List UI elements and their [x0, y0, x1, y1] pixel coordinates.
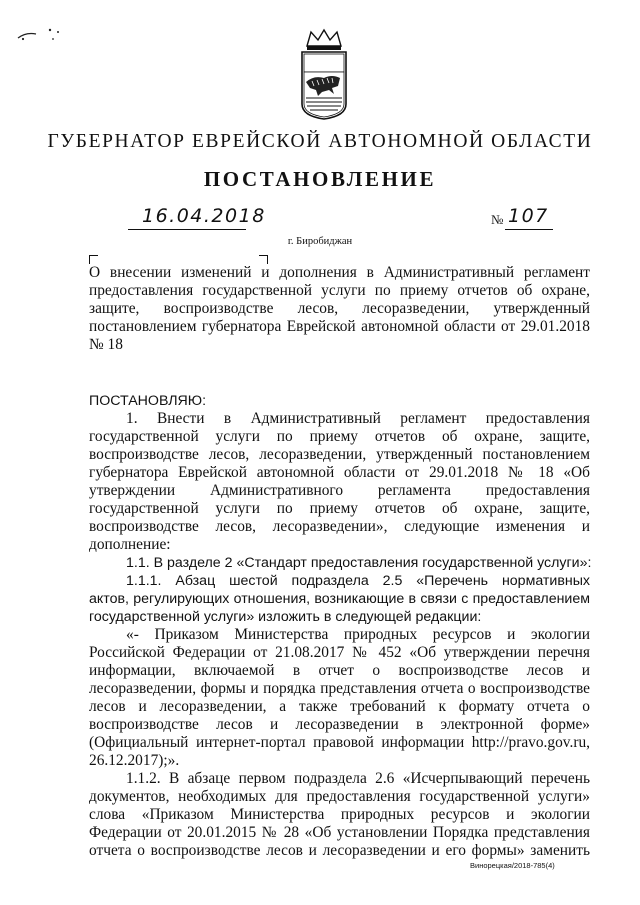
subject-line: защите, воспроизводстве лесов, лесоразведении, утвержденный — [89, 300, 590, 317]
body-line: 1. Внести в Административный регламент предоставления — [126, 410, 590, 427]
document-number: 107 — [508, 205, 549, 227]
body-line: государственной услуги по приему отчетов об охране, защите, — [89, 500, 590, 517]
body-line: актов, регулирующих отношения, возникающие в связи с предоставлением — [89, 591, 590, 607]
body-line: государственной услуги» изложить в следующей редакции: — [89, 609, 482, 625]
subject-corner-left — [89, 255, 98, 264]
body-line: 1.1.1. Абзац шестой подраздела 2.5 «Перечень нормативных — [126, 573, 590, 589]
subject-line: предоставления государственной услуги по приему отчетов об охране, — [89, 282, 590, 299]
number-label: № — [491, 212, 504, 227]
governor-title: ГУБЕРНАТОР ЕВРЕЙСКОЙ АВТОНОМНОЙ ОБЛАСТИ — [47, 131, 593, 152]
body-line: воспроизводстве лесов, лесоразведении», следующие изменения и — [89, 518, 590, 535]
document-date: 16.04.2018 — [142, 205, 266, 227]
subject-corner-right — [259, 255, 268, 264]
body-line: 26.12.2017);». — [89, 752, 180, 769]
body-line: утверждении Административного регламента предоставления — [89, 482, 590, 499]
coat-of-arms-emblem — [298, 28, 350, 120]
body-line: лесов и лесоразведении, а также требований к формату отчета о — [89, 698, 590, 715]
subject-line: № 18 — [89, 336, 123, 353]
body-line: лесоразведении, формы и порядка представления отчета о воспроизводстве — [89, 680, 590, 697]
body-line: «- Приказом Министерства природных ресурсов и экологии — [126, 626, 590, 643]
body-line: отчета о воспроизводстве лесов и лесоразведении и его формы» заменить — [89, 842, 590, 859]
body-line: 1.1. В разделе 2 «Стандарт предоставления государственной услуги»: — [126, 555, 592, 571]
decree-word: ПОСТАНОВЛЯЮ: — [89, 393, 207, 409]
body-line: Федерации от 20.01.2015 № 28 «Об установлении Порядка представления — [89, 824, 590, 841]
body-line: (Официальный интернет-портал правовой информации http://pravo.gov.ru, — [89, 734, 590, 751]
body-line: документов, необходимых для предоставления государственной услуги» — [89, 788, 590, 805]
body-line: слова «Приказом Министерства природных ресурсов и экологии — [89, 806, 590, 823]
city-line: г. Биробиджан — [287, 236, 353, 247]
date-underline — [128, 229, 246, 230]
body-line: воспроизводстве лесов и лесоразведении в электронной форме» — [89, 716, 590, 733]
body-line: 1.1.2. В абзаце первом подраздела 2.6 «Исчерпывающий перечень — [126, 770, 590, 787]
document-type-title: ПОСТАНОВЛЕНИЕ — [203, 167, 437, 191]
body-line: Российской Федерации от 21.08.2017 № 452 «Об утверждении перечня — [89, 644, 590, 661]
subject-line: постановлением губернатора Еврейской автономной области от 29.01.2018 — [89, 318, 590, 335]
footer-code: Винорецкая/2018-785(4) — [470, 861, 555, 870]
number-underline — [505, 229, 553, 230]
body-line: информации, включаемой в отчет о воспроизводстве лесов и — [89, 662, 590, 679]
subject-line: О внесении изменений и дополнения в Административный регламент — [89, 264, 590, 281]
body-line: государственной услуги по приему отчетов об охране, защите, — [89, 428, 590, 445]
scan-mark — [14, 26, 64, 42]
body-line: воспроизводстве лесов, лесоразведении, утвержденный постановлением — [89, 446, 590, 463]
body-line: дополнение: — [89, 536, 171, 553]
body-line: губернатора Еврейской автономной области от 29.01.2018 № 18 «Об — [89, 464, 590, 481]
